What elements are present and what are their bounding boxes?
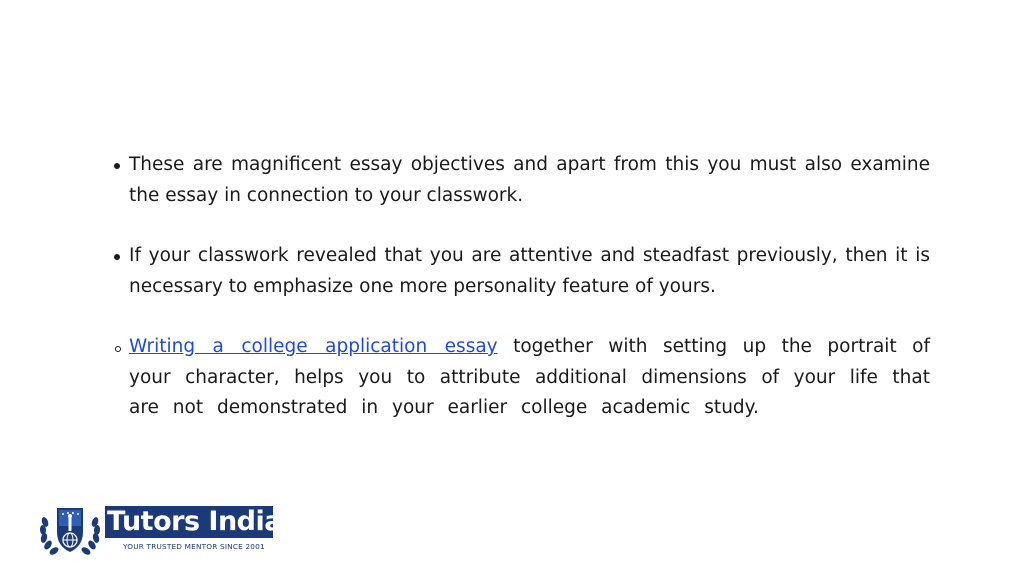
bullet-dot-icon	[115, 346, 121, 352]
bullet-item	[112, 241, 930, 302]
laurel-emblem-icon	[37, 502, 103, 558]
bullet-item	[112, 332, 930, 424]
logo-name: Tutors India	[107, 506, 282, 537]
bullet-item	[112, 150, 930, 211]
bullet-text: together with setting up the portrait of your character, helps you to attribute additional dimensions of your life that are not demonstrated in your earlier college academic study.	[129, 336, 930, 418]
tutors-india-logo	[37, 502, 282, 558]
bullet-dot-icon	[114, 254, 120, 260]
bullet-text: If your classwork revealed that you are attentive and steadfast previously, then it is necessary to emphasize one more personality feature of yours.	[129, 245, 930, 297]
bullet-list	[112, 150, 930, 454]
bullet-dot-icon	[114, 163, 120, 169]
college-essay-link[interactable]: Writing a college application essay	[129, 336, 498, 357]
bullet-text: These are magnificent essay objectives and apart from this you must also examine the essay in connection to your classwork.	[129, 154, 930, 206]
logo-tagline: YOUR TRUSTED MENTOR SINCE 2001	[123, 542, 265, 551]
